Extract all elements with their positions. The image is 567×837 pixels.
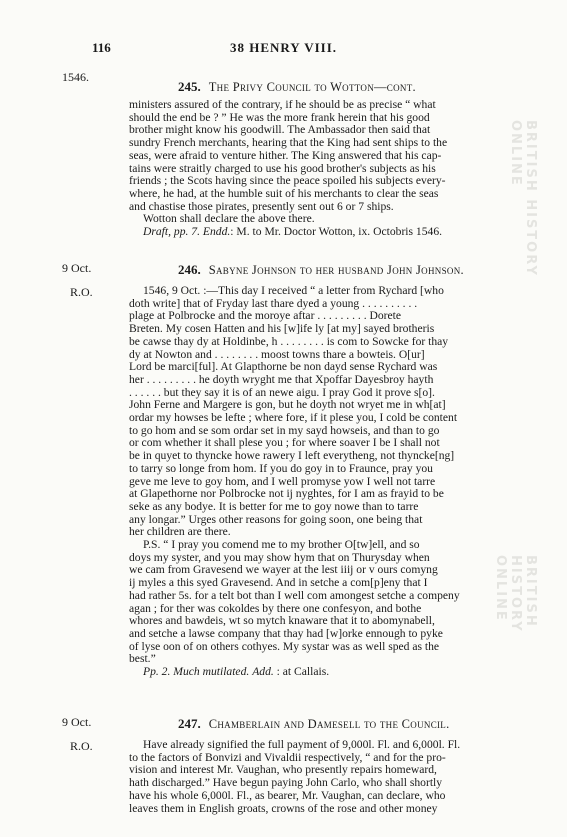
text-line: where, he had, at the humble suit of his merchants to clear the seas <box>129 186 439 200</box>
text-line: brother might know his goodwill. The Ambassador then said that <box>129 123 431 137</box>
entry-247-number: 247. <box>178 716 201 731</box>
text-line: and chastise those pirates, presently sent out 6 or 7 ships. <box>129 199 394 213</box>
entry-246-number: 246. <box>178 262 201 277</box>
text-line: Wotton shall declare the above there. <box>143 212 315 226</box>
page-header <box>0 40 567 60</box>
ps-line: we cam from Gravesend we wayer at the lest iiij or v ours comyng <box>129 563 438 577</box>
text-line: . . . . . . but they say it is of an newe aigu. I pray God it prove s[o]. <box>129 385 435 399</box>
text-line: tains were straitly charged to use his good brother's subjects as his <box>129 161 436 175</box>
text-line: to go hom and se som ordar set in my sayd howseis, and than to go <box>129 423 440 437</box>
entry-245-year: 1546. <box>62 70 89 84</box>
text-line: have his whole 6,000l. Fl., as bearer, Mr. Vaughan, can declare, who <box>129 788 446 802</box>
text-line: be in quyet to thyncke howe rawery I left everytheng, not thyncke[ng] <box>129 449 455 463</box>
entry-247-source: R.O. <box>70 739 93 753</box>
add-text: : at Callais. <box>276 665 330 679</box>
text-line: at Glapethorne nor Polbrocke not ij nyghtes, for I am as frayid to be <box>129 487 444 501</box>
entry-246-heading <box>178 262 464 278</box>
text-line: dy at Nowton and . . . . . . . . moost towns thare a bowteis. O[ur] <box>129 347 425 361</box>
running-title: 38 HENRY VIII. <box>229 40 338 55</box>
entry-245-heading <box>178 79 416 95</box>
watermark-upper: BRITISH HISTORY ONLINE <box>508 120 538 277</box>
text-line: sundry French merchants, hearing that the King had sent ships to the <box>129 136 448 150</box>
entry-246-note <box>129 666 528 679</box>
entry-246-source: R.O. <box>70 285 93 299</box>
text-line: or com whether it shall plese you ; for where soaver I be I shall not <box>129 436 440 450</box>
text-line: to tarry so longe from hom. If you do goy in to Fraunce, pray you <box>129 461 433 475</box>
endd-text: : M. to Mr. Doctor Wotton, ix. Octobris 1546. <box>230 225 443 239</box>
ps-line: agan ; for ther was cokoldes by there one confesyon, and bothe <box>129 601 422 615</box>
pages-label: Pp. 2. <box>143 665 171 679</box>
ps-line: best.” <box>129 652 156 666</box>
text-line: Lord be marci[ful]. At Glapthorne be non dayd sense Rychard was <box>129 360 438 374</box>
entry-246-date: 9 Oct. <box>62 261 92 275</box>
ps-line: and setche a lawse company that thay had [w]orke ennough to pyke <box>129 626 443 640</box>
text-line: seke as any bodye. It is better for me to goy nowe than to tarre <box>129 499 419 513</box>
text-line: Breten. My cosen Hatten and his [w]ife ly [at my] sayed brotheris <box>129 322 435 336</box>
text-line: ministers assured of the contrary, if he should be as precise “ what <box>129 98 436 111</box>
text-line: ordar my howses be lefte ; where fore, if it plese you, I cold be content <box>129 411 458 425</box>
text-line: seas, were afraid to venture hither. The King answered that his cap- <box>129 148 442 162</box>
entry-245-body <box>129 99 528 239</box>
entry-247-body <box>129 739 528 815</box>
ps-line: of lyse oon of on others cothyes. My systar was as well sped as the <box>129 639 440 653</box>
entry-245-title: The Privy Council to Wotton—cont. <box>208 80 416 94</box>
entry-247-date: 9 Oct. <box>62 715 92 729</box>
text-line: geve me leve to goy hom, and I well promyse yow I well not tarre <box>129 474 436 488</box>
text-line: Have already signified the full payment of 9,000l. Fl. and 6,000l. Fl. <box>143 738 461 751</box>
text-line: be cawse thay dy at Holdinbe, h . . . . . . . . is com to Sowcke for thay <box>129 334 449 348</box>
text-line: doth write] that of Fryday last thare dyed a young . . . . . . . . . . <box>129 296 418 310</box>
ps-line: had rather 5s. for a telt bot than I well com amongest setche a compeny <box>129 588 460 602</box>
entry-245-number: 245. <box>178 79 201 94</box>
ps-line: whores and bawdeis, wt so mytch knaware that it to abomynabell, <box>129 614 435 628</box>
entry-246-body <box>129 285 528 679</box>
text-line: leaves them in English groats, crowns of the rose and other money <box>129 801 438 815</box>
text-line: her children are there. <box>129 525 231 539</box>
page-number: 116 <box>92 40 111 55</box>
text-line: any longar.” Urges other reasons for going soon, one being that <box>129 512 423 526</box>
watermark-lower: BRITISH HISTORY ONLINE <box>493 555 538 633</box>
text-line: 1546, 9 Oct. :—This day I received “ a letter from Rychard [who <box>143 284 444 297</box>
text-line: John Ferne and Margere is gon, but he doyth not wryet me in wh[at] <box>129 398 446 412</box>
text-line: her . . . . . . . . . he doyth wryght me that Xpoffar Dayesbroy hayth <box>129 372 434 386</box>
text-line: should the end be ? ” He was the more frank herein that his good <box>129 110 430 124</box>
entry-247-heading <box>178 716 450 732</box>
text-line: plage at Polbrocke and the moroye aftar . . . . . . . . . Dorete <box>129 309 402 323</box>
endd-label: Endd. <box>202 225 231 239</box>
ps-line: P.S. “ I pray you comend me to my brother O[tw]ell, and so <box>143 538 420 552</box>
add-label: Add. <box>252 665 274 679</box>
entry-247-title: Chamberlain and Damesell to the Council. <box>208 717 450 731</box>
draft-label: Draft, pp. 7. <box>143 225 201 239</box>
text-line: friends ; the Scots having since the peace spoiled his subjects every- <box>129 174 446 188</box>
entry-245-note <box>129 226 528 239</box>
text-line: hath discharged.” Have begun paying John Carlo, who shall shortly <box>129 776 443 790</box>
ps-line: ij myles a this syed Gravesend. And in setche a com[p]eny that I <box>129 576 428 590</box>
entry-246-title: Sabyne Johnson to her husband John Johnson. <box>208 263 464 277</box>
condition-label: Much mutilated. <box>173 665 250 679</box>
text-line: to the factors of Bonvizi and Vivaldii respectively, “ and for the pro- <box>129 750 446 764</box>
ps-line: doys my syster, and you may show hym that on Thurysday when <box>129 550 430 564</box>
text-line: vision and interest Mr. Vaughan, who presently repairs homeward, <box>129 763 437 777</box>
